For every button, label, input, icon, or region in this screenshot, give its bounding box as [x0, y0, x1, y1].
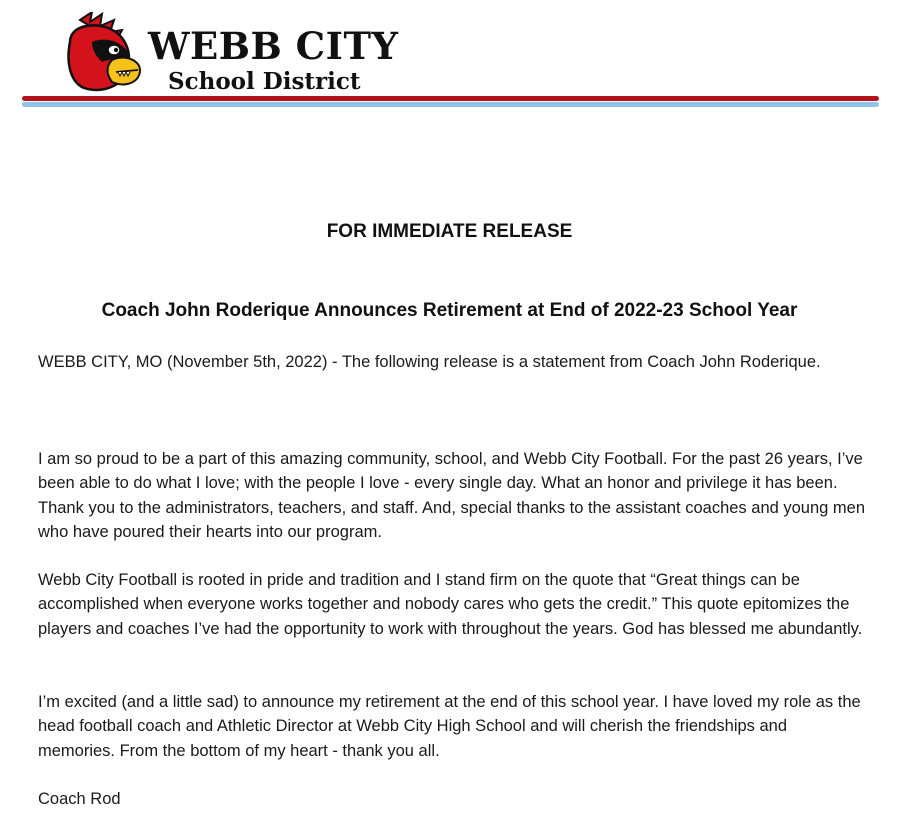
- letterhead: [0, 0, 899, 112]
- body-paragraph: I’m excited (and a little sad) to announce my retirement at the end of this school year. I have loved my role as the head football coach and Athletic Director at Webb City High School and will cherish the friendships and memories. From the bottom of my heart - thank you all.: [38, 693, 861, 760]
- body-paragraph: I am so proud to be a part of this amazing community, school, and Webb City Football. For the past 26 years, I’ve been able to do what I love; with the people I love - every single day. What an honor and privilege it has been. Thank you to the administrators, teachers, and staff. And, special thanks to the assistant coaches and young men who have poured their hearts into our program.: [38, 450, 866, 541]
- header-divider-blue: [22, 102, 879, 107]
- header-divider-red: [22, 96, 879, 101]
- dateline-paragraph: WEBB CITY, MO (November 5th, 2022) - The following release is a statement from Coach John Roderique.: [38, 353, 821, 371]
- signoff: Coach Rod: [38, 790, 121, 808]
- brand-name: WEBB CITY: [148, 24, 399, 68]
- release-label: FOR IMMEDIATE RELEASE: [326, 221, 573, 242]
- page-title: Coach John Roderique Announces Retirement at End of 2022-23 School Year: [101, 300, 798, 321]
- body-paragraph: Webb City Football is rooted in pride and tradition and I stand firm on the quote that “Great things can be accomplished when everyone works together and nobody cares who gets the credit.” This quote epitomizes the players and coaches I’ve had the opportunity to work with throughout the years. God has blessed me abundantly.: [38, 571, 863, 638]
- brand-subtitle: School District: [168, 68, 361, 95]
- cardinal-mascot-icon: [62, 12, 142, 94]
